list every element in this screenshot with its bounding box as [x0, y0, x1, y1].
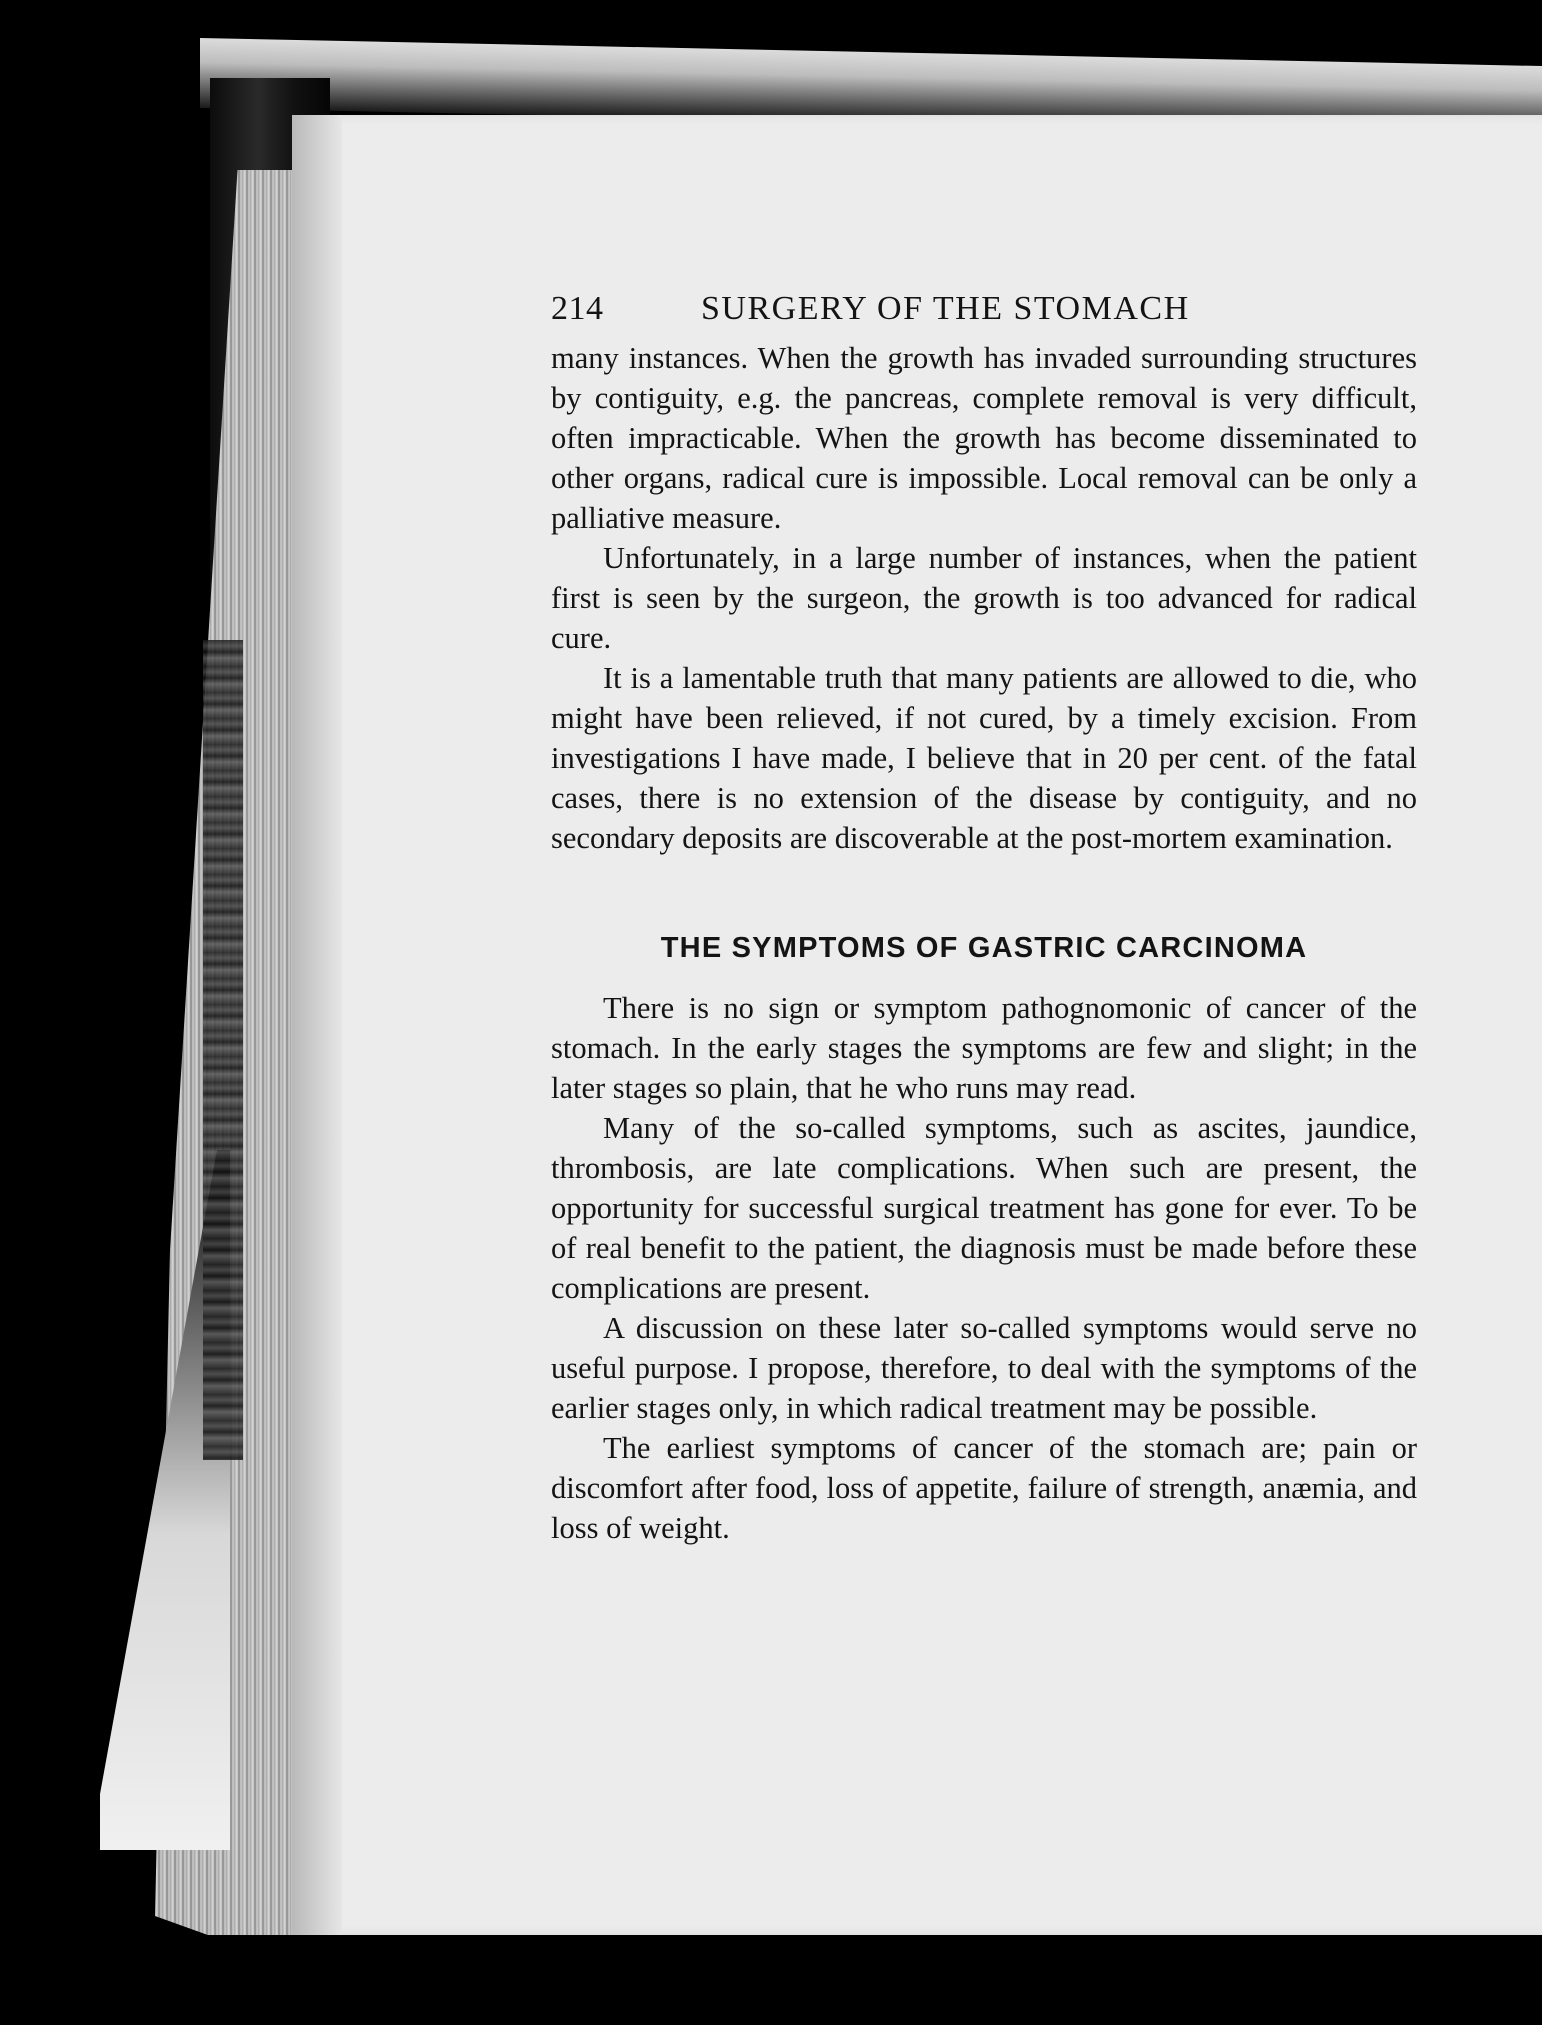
- paragraph: There is no sign or symptom pathognomonic of cancer of the stomach. In the early stages the symptoms are few and slight; in the later stages so plain, that he who runs may read.: [551, 991, 1417, 1105]
- spine-stamp: [203, 640, 243, 1460]
- paragraph: many instances. When the growth has invaded surrounding structures by contiguity, e.g. the pancreas, complete removal is very difficult, often impracticable. When the growth has become disseminated to other organs, radical cure is impossible. Local removal can be only a palliative measure.: [551, 341, 1417, 535]
- page-number: 214: [551, 290, 604, 327]
- running-head: [551, 290, 1417, 338]
- paragraph: It is a lamentable truth that many patients are allowed to die, who might have been relieved, if not cured, by a timely excision. From investigations I have made, I believe that in 20 per cent. of the fatal cases, there is no extension of the disease by contiguity, and no secondary deposits are discoverable at the post-mortem examination.: [551, 661, 1417, 855]
- running-head-title: SURGERY OF THE STOMACH: [701, 290, 1190, 327]
- paragraph: The earliest symptoms of cancer of the stomach are; pain or discomfort after food, loss of appetite, failure of strength, anæmia, and loss of weight.: [551, 1431, 1417, 1545]
- paragraph: A discussion on these later so-called symptoms would serve no useful purpose. I propose, therefore, to deal with the symptoms of the earlier stages only, in which radical treatment may be possible.: [551, 1311, 1417, 1425]
- page-text-block: [551, 290, 1417, 1548]
- background-shadow: [0, 1935, 1542, 2025]
- page-gutter-shadow: [292, 115, 342, 1935]
- section-heading: THE SYMPTOMS OF GASTRIC CARCINOMA: [660, 932, 1308, 964]
- paragraph: Many of the so-called symptoms, such as ascites, jaundice, thrombosis, are late complications. When such are present, the opportunity for successful surgical treatment has gone for ever. To be of real benefit to the patient, the diagnosis must be made before these complications are present.: [551, 1111, 1417, 1305]
- paragraph: Unfortunately, in a large number of instances, when the patient first is seen by the surgeon, the growth is too advanced for radical cure.: [551, 541, 1417, 655]
